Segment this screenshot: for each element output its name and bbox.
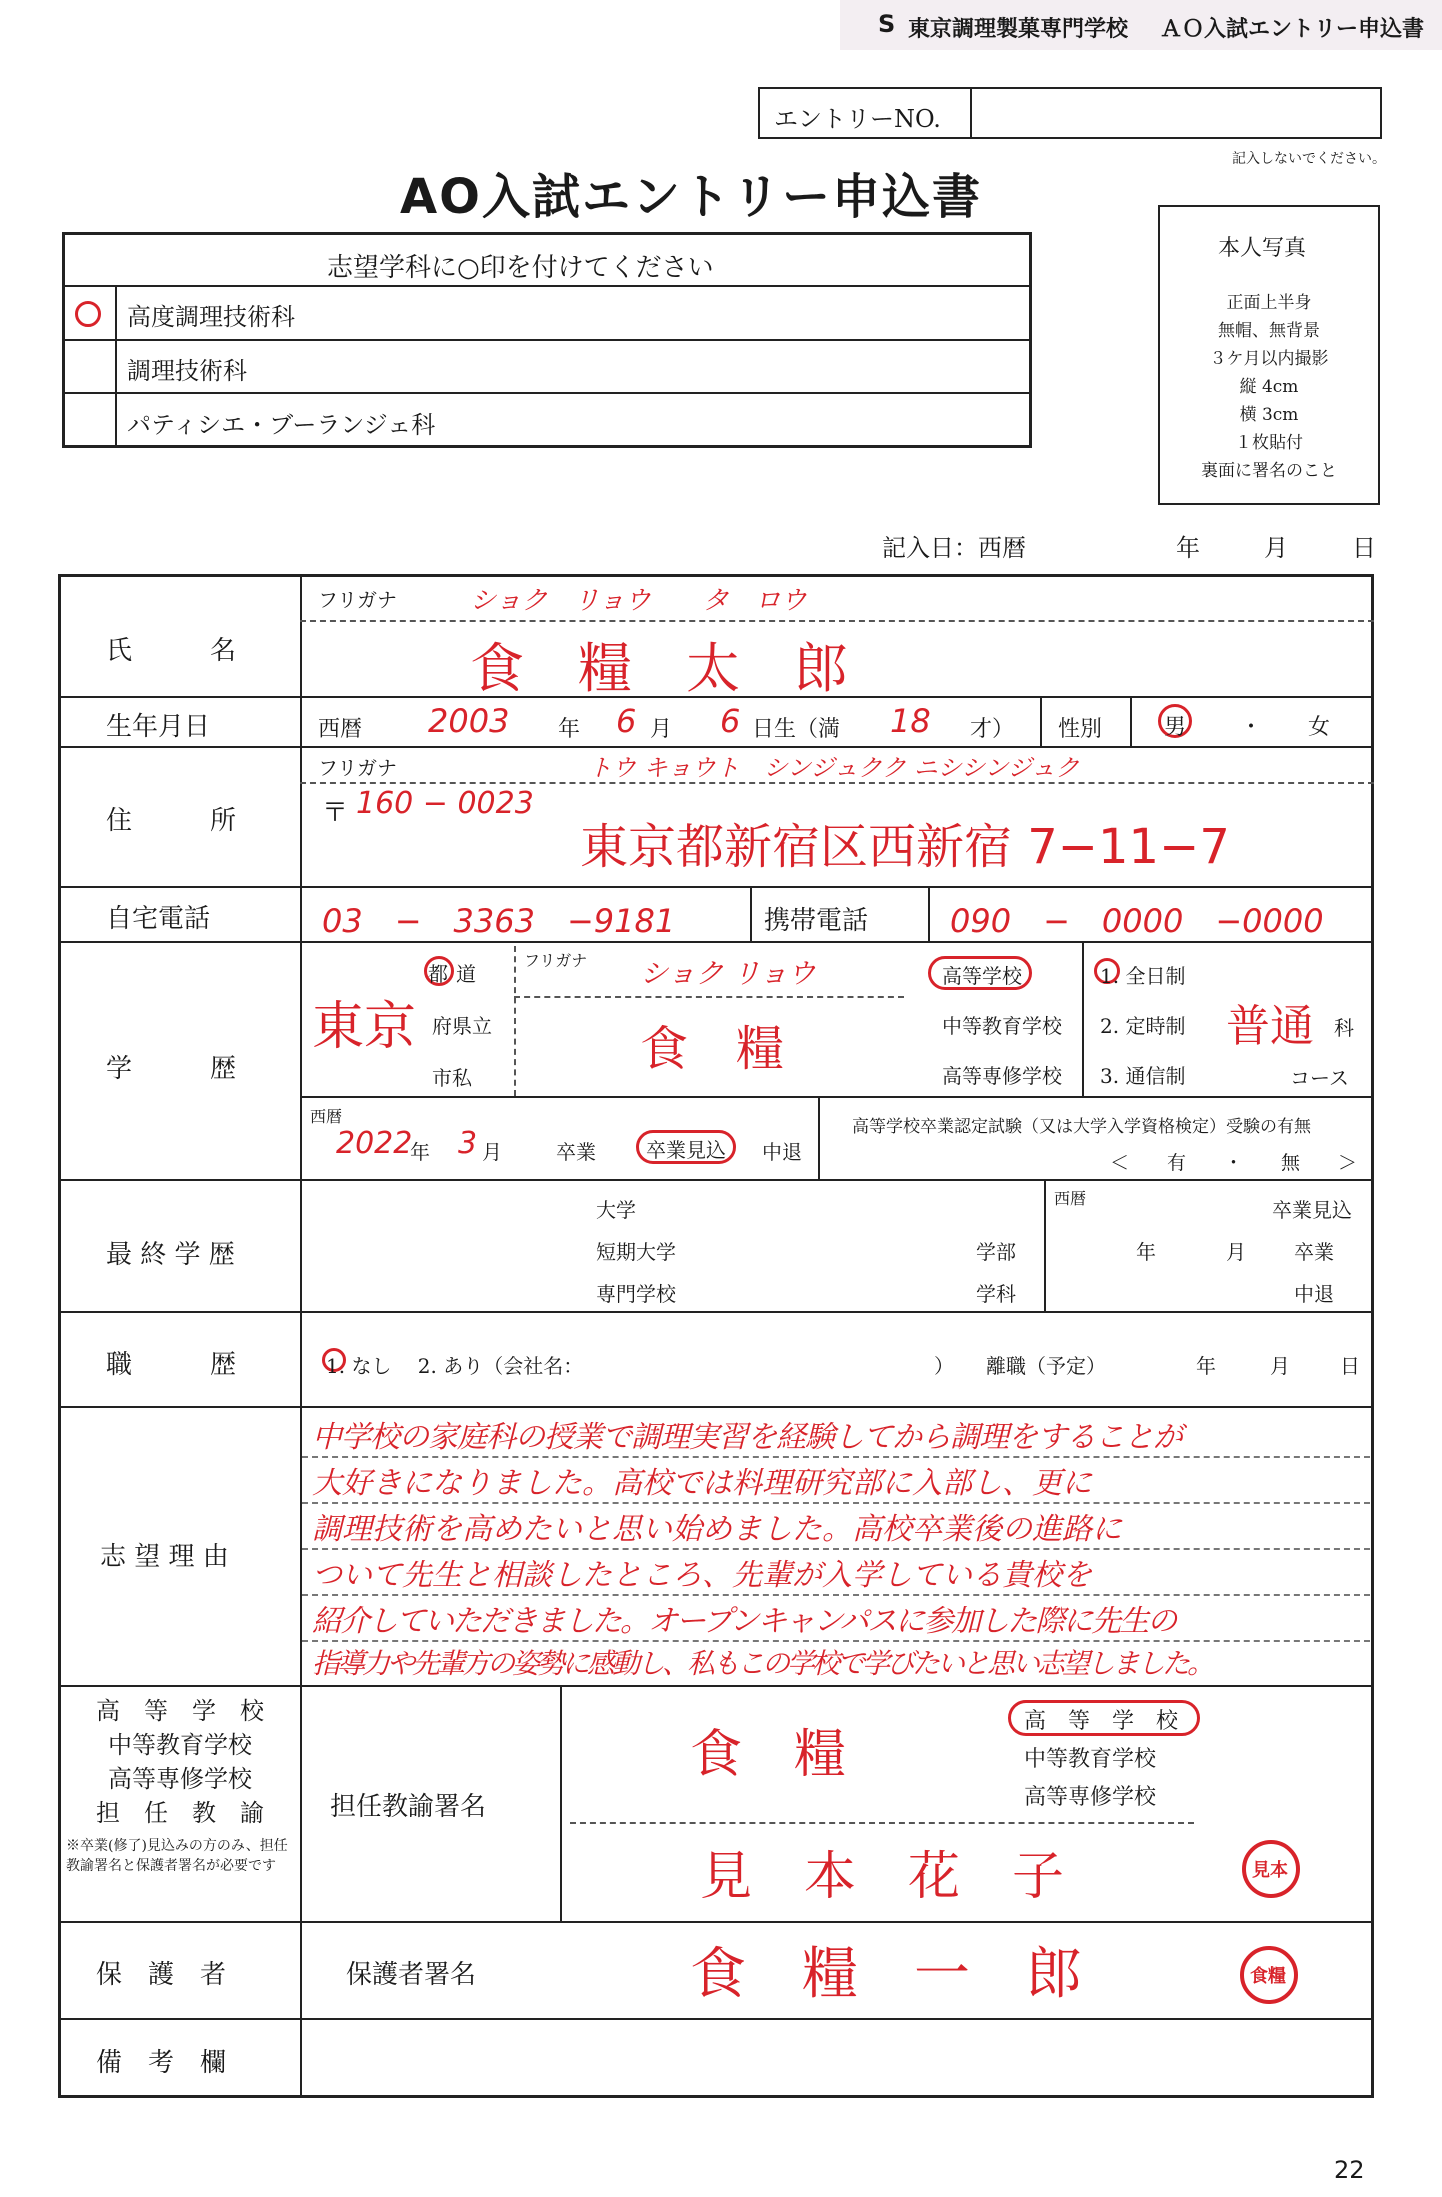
education-mikomi: 卒業見込 <box>646 1138 726 1162</box>
address-value[interactable]: 東京都新宿区西新宿 7−11−7 <box>580 819 1230 875</box>
education-chutai: 中退 <box>762 1140 802 1164</box>
guardian-seal-text: 食糧 <box>1250 1966 1286 1987</box>
postal-mark: 〒 <box>322 798 349 828</box>
birth-era: 西暦 <box>318 717 363 742</box>
header-logo-icon: S <box>878 10 896 38</box>
education-tsuki: 月 <box>482 1140 502 1164</box>
remarks-field[interactable] <box>302 2020 1372 2096</box>
career-options[interactable]: 1. なし 2. あり（会社名： <box>326 1354 584 1378</box>
education-grad-month[interactable]: 3 <box>458 1126 478 1161</box>
education-do: 道 <box>456 962 476 986</box>
reason-label: 志 望 理 由 <box>100 1542 229 1572</box>
address-label: 住 所 <box>106 806 237 836</box>
education-type-2: 中等教育学校 <box>942 1014 1062 1038</box>
final-edu-nen: 年 <box>1136 1240 1156 1264</box>
education-type-1: 高等学校 <box>942 964 1022 988</box>
birth-year[interactable]: 2003 <box>428 702 510 740</box>
reason-line-5[interactable]: 紹介していただきました。オープンキャンパスに参加した際に先生の <box>312 1604 1176 1639</box>
education-ka: 科 <box>1334 1016 1354 1040</box>
mobile-phone-label: 携帯電話 <box>764 906 869 936</box>
date-day: 日 <box>1352 534 1376 562</box>
education-course-unit: コース <box>1290 1066 1349 1090</box>
entry-no-box <box>758 87 1382 139</box>
name-furigana-label: フリガナ <box>318 588 397 612</box>
guardian-label: 保 護 者 <box>96 1960 227 1990</box>
education-exam-options[interactable]: ＜ 有 ・ 無 ＞ <box>1110 1152 1358 1174</box>
mobile-phone-value[interactable]: 090 − 0000 −0000 <box>950 902 1324 940</box>
final-edu-status-2: 卒業 <box>1294 1240 1334 1264</box>
photo-title: 本人写真 <box>1218 236 1307 261</box>
department-selected-mark <box>75 301 101 327</box>
education-course-3: 3. 通信制 <box>1100 1064 1186 1088</box>
birth-day-unit: 日生（満 <box>752 717 841 742</box>
birth-year-unit: 年 <box>558 717 581 742</box>
education-to: 都 <box>428 962 448 986</box>
education-prefecture[interactable]: 東京 <box>312 997 417 1057</box>
photo-box <box>1158 205 1380 505</box>
entry-note: 記入しないでください。 <box>1232 151 1386 167</box>
guardian-sign-label: 保護者署名 <box>346 1960 477 1990</box>
date-year: 年 <box>1176 534 1200 562</box>
career-close: ） <box>934 1354 954 1378</box>
guardian-name-value[interactable]: 食 糧 一 郎 <box>690 1942 1082 2007</box>
reason-line-3[interactable]: 調理技術を高めたいと思い始めました。高校卒業後の進路に <box>312 1512 1122 1547</box>
final-edu-status-3: 中退 <box>1294 1282 1334 1306</box>
education-grad-year[interactable]: 2022 <box>336 1126 413 1161</box>
reason-line-2[interactable]: 大好きになりました。高校では料理研究部に入部し、更に <box>312 1466 1092 1501</box>
final-edu-gakubu: 学部 <box>976 1240 1016 1264</box>
birth-month[interactable]: 6 <box>616 702 637 740</box>
education-fuken: 府県立 <box>432 1014 492 1038</box>
entry-no-label: エントリーNO. <box>774 105 941 133</box>
final-edu-type-2: 短期大学 <box>596 1240 676 1264</box>
home-phone-label: 自宅電話 <box>106 904 211 934</box>
home-phone-value[interactable]: 03 − 3363 −9181 <box>322 902 676 940</box>
education-era: 西暦 <box>310 1107 343 1126</box>
education-label: 学 歴 <box>106 1054 237 1084</box>
sex-dot: ・ <box>1240 715 1263 740</box>
date-label: 記入日：西暦 <box>882 534 1026 562</box>
address-furigana-label: フリガナ <box>318 756 397 780</box>
reason-line-1[interactable]: 中学校の家庭科の授業で調理実習を経験してから調理をすることが <box>312 1420 1182 1455</box>
department-option-1[interactable]: 高度調理技術科 <box>127 303 295 331</box>
birth-label: 生年月日 <box>106 712 211 742</box>
reason-line-6[interactable]: 指導力や先輩方の姿勢に感動し、私もこの学校で学びたいと思い志望しました。 <box>312 1647 1213 1680</box>
address-furigana-value[interactable]: トウ キョウト シンジュクク ニシシンジュク <box>588 754 1080 782</box>
header-school: 東京調理製菓専門学校 <box>908 17 1129 42</box>
reason-line-4[interactable]: ついて先生と相談したところ、先輩が入学している貴校を <box>312 1558 1092 1593</box>
teacher-type-1: 高 等 学 校 <box>1024 1709 1179 1734</box>
education-nen: 年 <box>410 1140 430 1164</box>
education-exam-label: 高等学校卒業認定試験（又は大学入学資格検定）受験の有無 <box>852 1117 1311 1137</box>
teacher-school-types: 高 等 学 校 中等教育学校 高等専修学校 担 任 教 諭 <box>96 1697 264 1827</box>
final-edu-status-1: 卒業見込 <box>1272 1198 1352 1222</box>
final-edu-type-3: 専門学校 <box>596 1282 676 1306</box>
department-box <box>62 232 1032 448</box>
teacher-name-value[interactable]: 見 本 花 子 <box>700 1847 1065 1907</box>
birth-age[interactable]: 18 <box>890 702 931 740</box>
teacher-sign-label: 担任教諭署名 <box>330 1792 487 1822</box>
education-shishi: 市私 <box>432 1066 472 1090</box>
education-course-value[interactable]: 普通 <box>1226 1001 1314 1052</box>
name-value[interactable]: 食 糧 太 郎 <box>470 637 848 700</box>
remarks-label: 備 考 欄 <box>96 2048 227 2078</box>
name-label: 氏 名 <box>106 636 237 666</box>
department-option-2[interactable]: 調理技術科 <box>127 357 247 385</box>
teacher-type-2: 中等教育学校 <box>1024 1747 1157 1772</box>
date-month: 月 <box>1264 534 1288 562</box>
career-nen: 年 <box>1196 1354 1216 1378</box>
sex-female[interactable]: 女 <box>1308 715 1331 740</box>
education-school-name[interactable]: 食 糧 <box>640 1021 785 1077</box>
sex-label: 性別 <box>1058 717 1103 742</box>
teacher-note: ※卒業(修了)見込みの方のみ、担任教諭署名と保護者署名が必要です <box>66 1838 288 1874</box>
education-furigana-label: フリガナ <box>524 951 588 970</box>
postal-code[interactable]: 160 − 0023 <box>356 786 534 821</box>
name-furigana-value[interactable]: ショク リョウ タ ロウ <box>470 586 807 616</box>
education-furigana-value[interactable]: ショク リョウ <box>640 957 816 990</box>
education-sotsugyo: 卒業 <box>556 1140 596 1164</box>
final-edu-era: 西暦 <box>1054 1189 1087 1208</box>
education-course-1: 1. 全日制 <box>1100 964 1186 988</box>
education-course-2: 2. 定時制 <box>1100 1014 1186 1038</box>
sex-male[interactable]: 男 <box>1164 715 1187 740</box>
photo-lines: 正面上半身 無帽、無背景 ３ケ月以内撮影 縦 4cm 横 3cm １枚貼付 裏面に署名のこと <box>1201 293 1337 481</box>
career-label: 職 歴 <box>106 1350 237 1380</box>
final-edu-gakka: 学科 <box>976 1282 1016 1306</box>
education-type-3: 高等専修学校 <box>942 1064 1062 1088</box>
final-edu-tsuki: 月 <box>1226 1240 1246 1264</box>
career-hi: 日 <box>1340 1354 1360 1378</box>
career-retire: 離職（予定） <box>986 1354 1106 1378</box>
teacher-type-3: 高等専修学校 <box>1024 1785 1157 1810</box>
department-option-3[interactable]: パティシエ・ブーランジェ科 <box>127 411 436 439</box>
page-number: 22 <box>1334 2156 1365 2184</box>
page-title: AO入試エントリー申込書 <box>400 169 982 225</box>
teacher-school-value[interactable]: 食 糧 <box>690 1725 847 1785</box>
department-heading: 志望学科に○印を付けてください <box>327 253 714 283</box>
birth-day[interactable]: 6 <box>720 702 741 740</box>
birth-age-unit: 才） <box>970 717 1015 742</box>
birth-month-unit: 月 <box>650 717 673 742</box>
header-doc-title: ＡＯ入試エントリー申込書 <box>1160 17 1425 42</box>
career-tsuki: 月 <box>1270 1354 1290 1378</box>
final-edu-label: 最 終 学 歴 <box>106 1240 235 1270</box>
final-edu-type-1: 大学 <box>596 1198 636 1222</box>
teacher-seal-text: 見本 <box>1252 1860 1288 1881</box>
